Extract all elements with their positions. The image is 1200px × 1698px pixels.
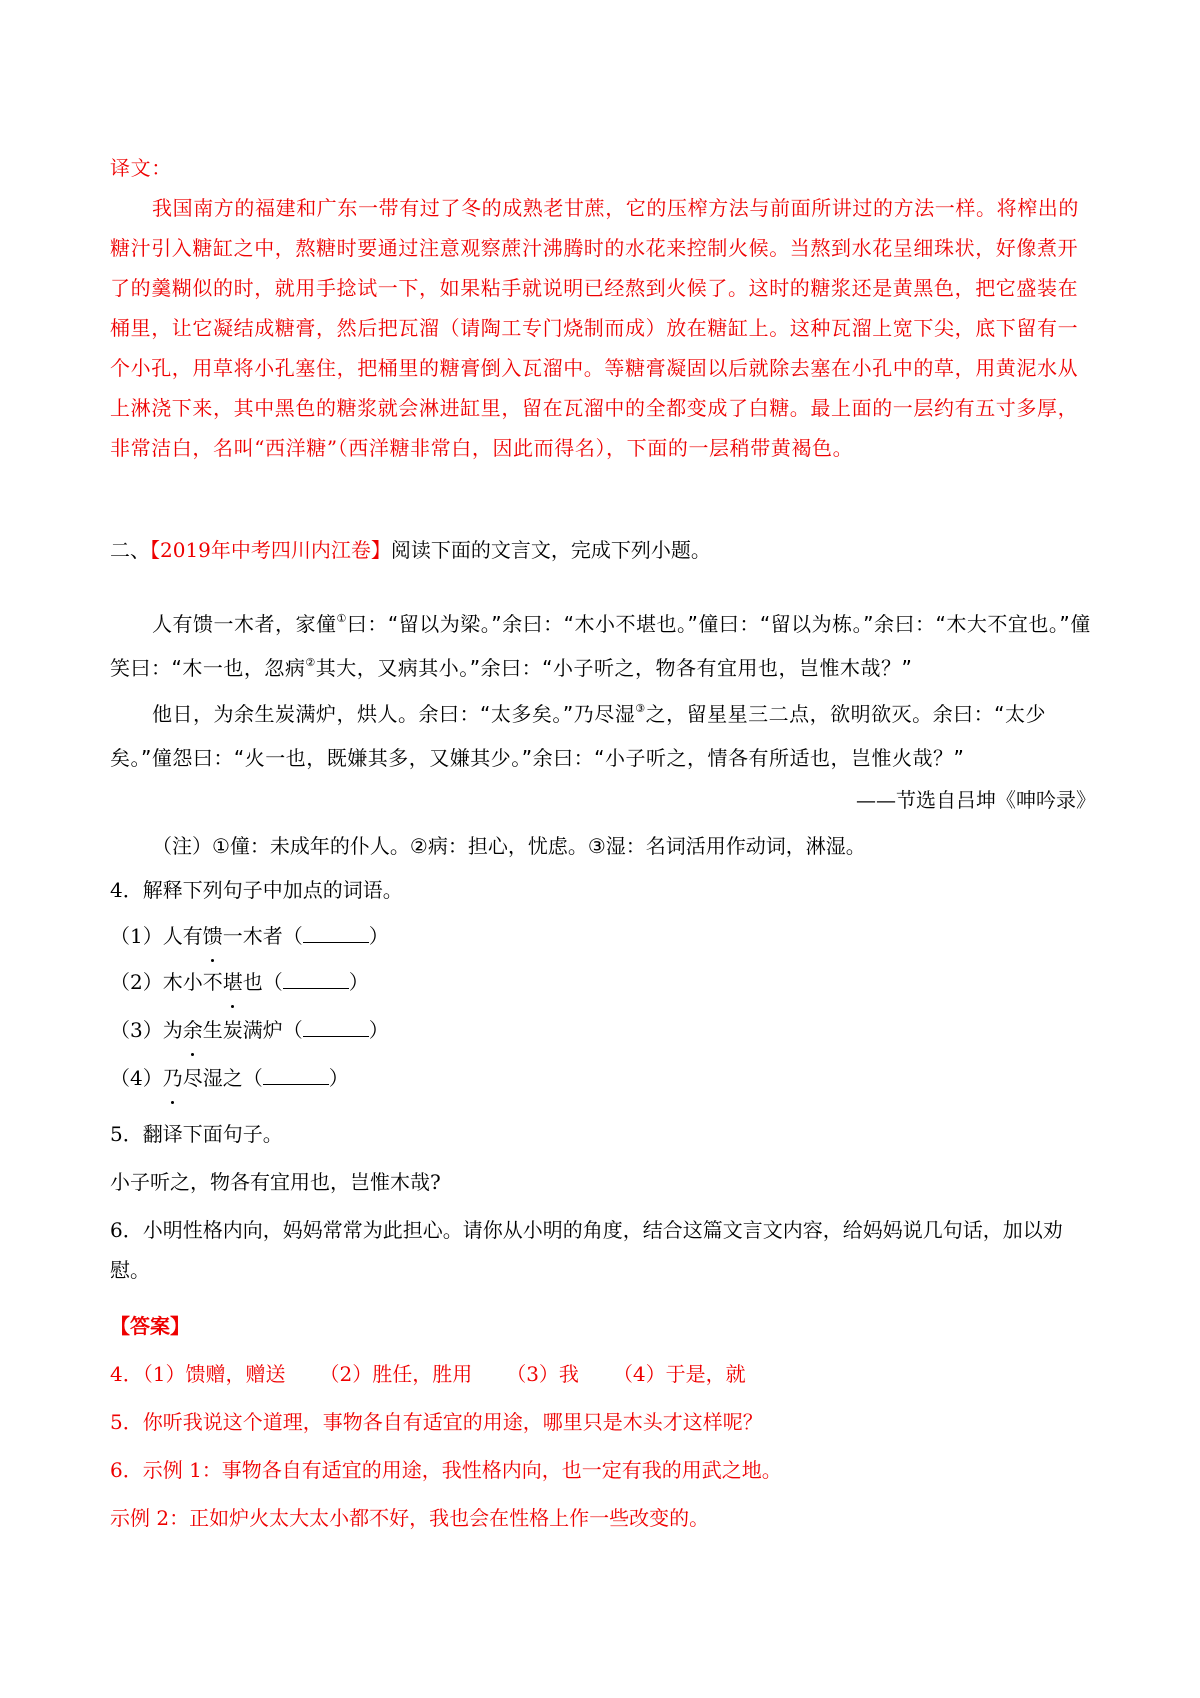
item-text: 生炭满炉（ bbox=[202, 1018, 303, 1042]
answer-heading: 【答案】 bbox=[110, 1314, 190, 1338]
section-source-tag: 【2019年中考四川内江卷】 bbox=[150, 538, 391, 562]
answer-item: （4）于是，就 bbox=[612, 1362, 746, 1386]
answer-5: 5．你听我说这个道理，事物各自有适宜的用途，哪里只是木头才这样呢？ bbox=[110, 1410, 763, 1434]
item-number: （1） bbox=[110, 924, 163, 948]
dotted-word: 馈 bbox=[203, 916, 223, 956]
item-number: （3） bbox=[110, 1018, 163, 1042]
question-5-sentence: 小子听之，物各有宜用也，岂惟木哉? bbox=[110, 1170, 441, 1194]
item-text: 木小不 bbox=[162, 970, 223, 994]
passage-text: 他日，为余生炭满炉，烘人。余曰：“太多矣。”乃尽湿 bbox=[152, 702, 636, 726]
passage-text: 曰：“留以为梁。”余曰：“木小不堪也。”僮曰：“留以为栋。”余曰：“木大不宜也。”僮笑曰：“木一也，忽病 bbox=[110, 612, 1091, 680]
answer-blank[interactable] bbox=[303, 1020, 369, 1037]
section-instruction: 阅读下面的文言文，完成下列小题。 bbox=[390, 538, 711, 562]
passage-note: （注）①僮：未成年的仆人。②病：担心，忧虑。③湿：名词活用作动词，淋湿。 bbox=[152, 834, 866, 858]
answer-item: （1）馈赠，赠送 bbox=[142, 1362, 286, 1386]
question-4-item bbox=[110, 1058, 349, 1098]
item-number: （4） bbox=[110, 1066, 163, 1090]
question-4-item bbox=[110, 962, 369, 1002]
answer-number: 4． bbox=[110, 1362, 143, 1386]
dotted-word: 堪 bbox=[223, 962, 243, 1002]
item-text: ） bbox=[348, 970, 369, 994]
section-number: 二、 bbox=[110, 538, 150, 562]
answer-item: （2）胜任，胜用 bbox=[319, 1362, 473, 1386]
dotted-word: 余 bbox=[183, 1010, 203, 1050]
answer-blank[interactable] bbox=[283, 972, 349, 989]
answer-6-example-2: 示例 2：正如炉火太大太小都不好，我也会在性格上作一些改变的。 bbox=[110, 1506, 710, 1530]
translation-heading: 译文： bbox=[110, 156, 172, 180]
question-5-stem: 5．翻译下面句子。 bbox=[110, 1122, 283, 1146]
answer-blank[interactable] bbox=[303, 926, 369, 943]
item-text: 尽湿之（ bbox=[182, 1066, 263, 1090]
dotted-word: 乃 bbox=[163, 1058, 183, 1098]
answer-6-example-1: 6．示例 1：事物各自有适宜的用途，我性格内向，也一定有我的用武之地。 bbox=[110, 1458, 782, 1482]
item-text: 人有 bbox=[162, 924, 203, 948]
answer-blank[interactable] bbox=[263, 1068, 329, 1085]
item-text: ） bbox=[368, 1018, 389, 1042]
passage-source: ——节选自吕坤《呻吟录》 bbox=[856, 788, 1096, 812]
passage-paragraph-2 bbox=[110, 692, 1096, 780]
translation-block bbox=[110, 148, 1096, 468]
footnote-marker: ① bbox=[336, 612, 347, 625]
footnote-marker: ② bbox=[305, 656, 316, 669]
passage-text: 其大，又病其小。”余曰：“小子听之，物各有宜用也，岂惟木哉？” bbox=[315, 656, 913, 680]
question-6-stem: 6．小明性格内向，妈妈常常为此担心。请你从小明的角度，结合这篇文言文内容，给妈妈说几句话，加以劝慰。 bbox=[110, 1218, 1063, 1282]
item-number: （2） bbox=[110, 970, 163, 994]
passage-text: 人有馈一木者，家僮 bbox=[152, 612, 337, 636]
answer-item: （3）我 bbox=[506, 1362, 579, 1386]
answer-4 bbox=[110, 1354, 746, 1394]
footnote-marker: ③ bbox=[635, 702, 646, 715]
item-text: 为 bbox=[162, 1018, 183, 1042]
question-4-stem: 4．解释下列句子中加点的词语。 bbox=[110, 878, 403, 902]
question-4-item bbox=[110, 916, 389, 956]
passage-text: 之，留星星三二点，欲明欲灭。余曰：“太少矣。”僮怨曰：“火一也，既嫌其多，又嫌其少。”余曰：“小子听之，情各有所适也，岂惟火哉？” bbox=[110, 702, 1046, 770]
section-heading bbox=[110, 530, 1096, 570]
item-text: 也（ bbox=[242, 970, 283, 994]
translation-body: 我国南方的福建和广东一带有过了冬的成熟老甘蔗，它的压榨方法与前面所讲过的方法一样。将榨出的糖汁引入糖缸之中，熬糖时要通过注意观察蔗汁沸腾时的水花来控制火候。当熬到水花呈细珠状，好像煮开了的羹糊似的时，就用手捻试一下，如果粘手就说明已经熬到火候了。这时的糖浆还是黄黑色，把它盛装在桶里，让它凝结成糖膏，然后把瓦溜（请陶工专门烧制而成）放在糖缸上。这种瓦溜上宽下尖，底下留有一个小孔，用草将小孔塞住，把桶里的糖膏倒入瓦溜中。等糖膏凝固以后就除去塞在小孔中的草，用黄泥水从上淋浇下来，其中黑色的糖浆就会淋进缸里，留在瓦溜中的全都变成了白糖。最上面的一层约有五寸多厚，非常洁白，名叫“西洋糖”（西洋糖非常白，因此而得名），下面的一层稍带黄褐色。 bbox=[110, 196, 1079, 460]
item-text: ） bbox=[368, 924, 389, 948]
item-text: 一木者（ bbox=[222, 924, 303, 948]
item-text: ） bbox=[328, 1066, 349, 1090]
passage-paragraph-1 bbox=[110, 602, 1096, 690]
question-4-item bbox=[110, 1010, 389, 1050]
